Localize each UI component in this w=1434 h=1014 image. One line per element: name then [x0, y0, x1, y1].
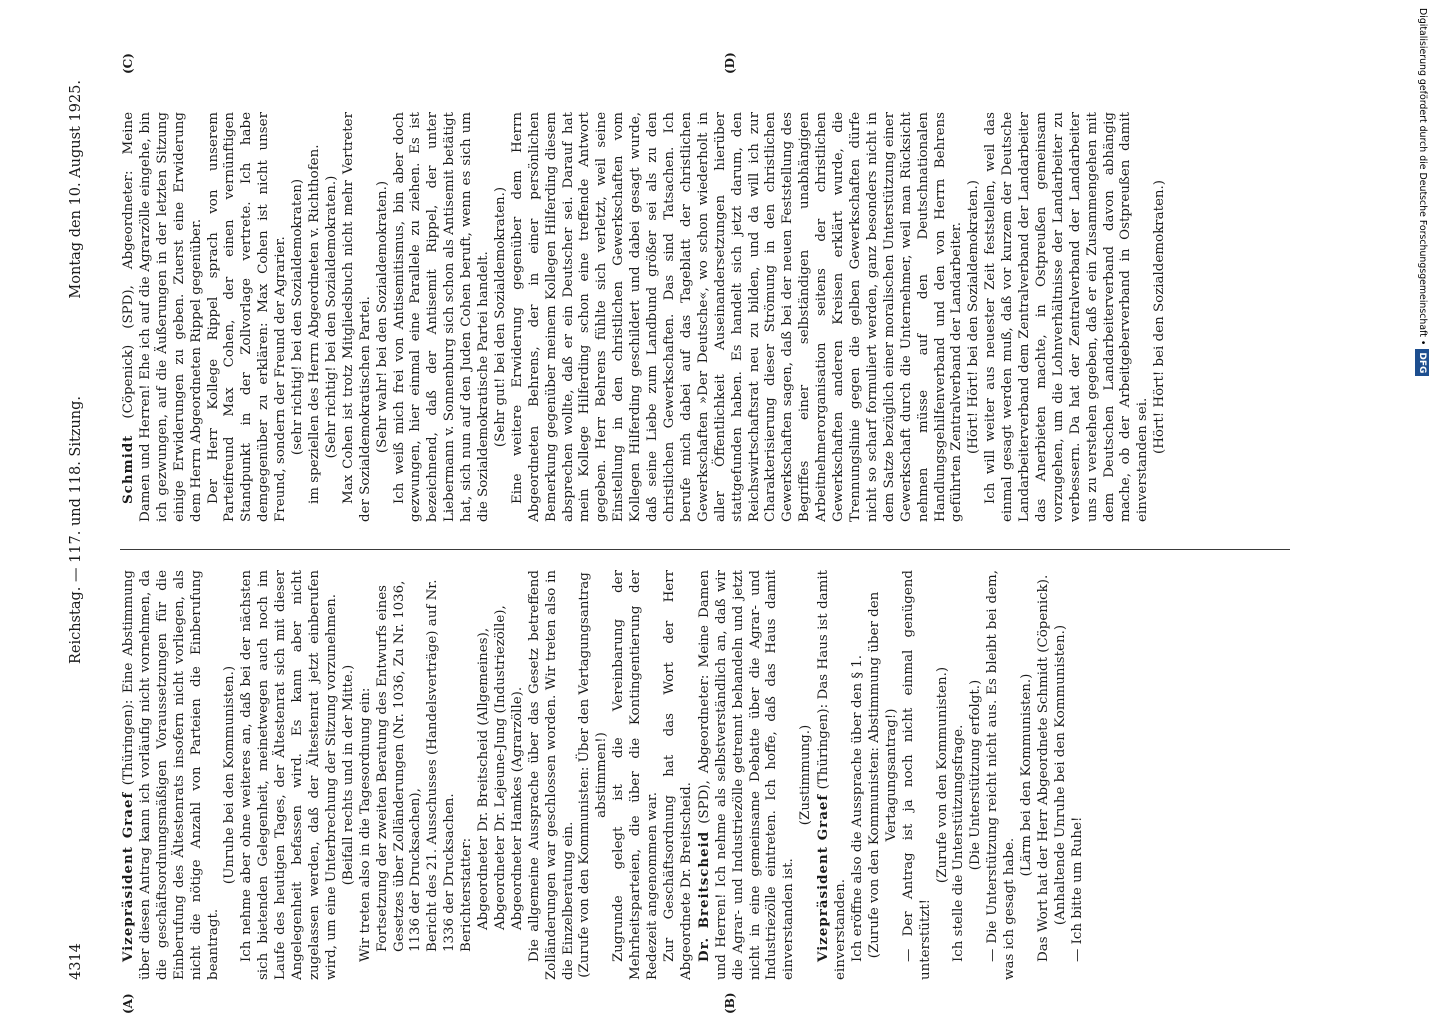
paragraph-text: Fortsetzung der zweiten Beratung des Entwurfs eines Gesetzes über Zolländerungen (Nr. 1036, Zu Nr. 1036, 1136 der Drucksachen),	[375, 581, 424, 952]
paragraph-text: Ich stelle die Unterstützungsfrage.	[951, 725, 966, 962]
page-number: 4314	[62, 943, 90, 980]
interjection	[375, 112, 392, 522]
paragraph-text: (Die Unterstützung erfolgt.)	[968, 680, 983, 871]
paragraph-text: Der Herr Kollege Rippel sprach von unserem Parteifreund Max Cohen, der einen vernünftigen Standpunkt in der Zollvorlage vertrete. Ich habe demgegenüber zu erklären: Max Cohen ist nicht unser Freund, sondern der Freund der Agrarier.	[206, 112, 289, 522]
paragraph-text: (Hört! Hört! bei den Sozialdemokraten.)	[966, 180, 981, 454]
paragraph	[611, 570, 662, 980]
interjection	[935, 570, 952, 980]
margin-mark-c: (C)	[120, 53, 137, 74]
interjection	[324, 112, 341, 522]
paragraph-text: Zugrunde gelegt ist die Vereinbarung der Mehrheitsparteien, die über die Kontingentierung der Redezeit angenommen war.	[611, 570, 660, 980]
paragraph	[307, 112, 324, 522]
agenda-item	[375, 570, 426, 952]
agenda-item	[425, 570, 459, 952]
paragraph-text: Zur Geschäftsordnung hat das Wort der Herr Abgeordnete Dr. Breitscheid.	[662, 570, 694, 980]
paragraph	[527, 570, 578, 980]
speaker-name: Dr. Breitscheid	[696, 831, 712, 962]
paragraph-text: (Thüringen): Eine Abstimmung über diesen Antrag kann ich vorläufig nicht vornehmen, da die geschäftsordnungsmäßigen Voraussetzungen für die Einberufung des Ältestenrats insofern nicht vorliegen, als nicht die nötige Anzahl von Parteien die Einberufung beantragt.	[121, 570, 221, 980]
paragraph	[392, 112, 493, 522]
interjection	[1152, 112, 1169, 522]
session-title: Reichstag. — 117. und 118. Sitzung.	[62, 80, 90, 980]
paragraph-text: Wir treten also in die Tagesordnung ein:	[358, 688, 373, 962]
speaker-name: Vizepräsident Graef	[815, 794, 831, 962]
right-column	[120, 112, 1315, 522]
paragraph	[696, 570, 798, 980]
speaker-name: Vizepräsident Graef	[120, 792, 136, 962]
paragraph-text: (Sehr wahr! bei den Sozialdemokraten.)	[375, 181, 390, 453]
paragraph-text: Abgeordneter Hamkes (Agrarzölle).	[510, 687, 525, 930]
paragraph-text: (Hört! Hört! bei den Sozialdemokraten.)	[1152, 180, 1167, 454]
interjection	[867, 570, 901, 980]
paragraph	[510, 112, 966, 522]
rapporteur-entry	[510, 570, 527, 930]
page-header	[62, 80, 90, 980]
paragraph	[901, 570, 935, 980]
paragraph-text: (Zustimmung.)	[798, 725, 813, 825]
paragraph-text: Das Wort hat der Herr Abgeordnete Schmidt (Cöpenick).	[1036, 575, 1051, 962]
paragraph	[120, 570, 222, 980]
interjection	[577, 570, 611, 980]
paragraph-text: Bericht des 21. Ausschusses (Handelsverträge) auf Nr. 1336 der Drucksachen.	[425, 580, 457, 953]
paragraph-text: Ich will weiter aus neuester Zeit feststellen, weil das einmal gesagt werden muß, daß vor kurzem der Deutsche Landarbeiterverband dem Zentralverband der Landarbeiter das Anerbieten machte, in Ostpreußen gemeinsam vorzugehen, um die Lohnverhältnisse der Landarbeiter zu verbessern. Da hat der Zentralverband der Landarbeiter uns zu verstehen gegeben, daß er ein Zusammengehen mit dem Deutschen Landarbeiterverband davon abhängig mache, ob der Arbeitgeberverband in Ostpreußen damit einverstanden sei.	[983, 112, 1150, 522]
interjection	[290, 112, 307, 522]
agenda-item	[459, 570, 476, 952]
rotated-page	[62, 80, 1322, 980]
paragraph-text: (SPD), Abgeordneter: Meine Damen und Herren! Ich nehme als selbstverständlich an, daß wir die Agrar- und Industriezölle getrennt behandeln und jetzt nicht in eine gemeinsame Debatte über die Agrar- und Industriezölle eintreten. Ich hoffe, daß das Haus damit einverstanden ist.	[697, 570, 797, 980]
paragraph-text: (Zurufe von den Kommunisten.)	[935, 667, 950, 883]
margin-mark-a: (A)	[120, 993, 137, 1014]
paragraph	[985, 570, 1019, 980]
paragraph	[662, 570, 696, 980]
paragraph	[239, 570, 340, 980]
dfg-logo: DFG	[1415, 349, 1429, 376]
interjection	[968, 570, 985, 980]
interjection	[1053, 570, 1070, 980]
interjection	[798, 570, 815, 980]
paragraph-text: Max Cohen ist trotz Mitgliedsbuch nicht mehr Vertreter der Sozialdemokratischen Partei.	[341, 112, 373, 522]
paragraph-text: — Ich bitte um Ruhe!	[1070, 817, 1085, 962]
paragraph-text: Die allgemeine Aussprache über das Gesetz betreffend Zolländerungen war geschlossen worden. Wir treten also in die Einzelberatung ein.	[527, 570, 576, 980]
paragraph-text: (Sehr gut! bei den Sozialdemokraten.)	[493, 187, 508, 447]
paragraph-text: Ich eröffne also die Aussprache über den § 1.	[850, 655, 865, 962]
paragraph-text: (Beifall rechts und in der Mitte.)	[341, 665, 356, 886]
paragraph-text: (Anhaltende Unruhe bei den Kommunisten.)	[1053, 625, 1068, 925]
paragraph-text: Ich weiß mich frei von Antisemitismus, bin aber doch gezwungen, hier einmal eine Parallele zu ziehen. Es ist bezeichnend, daß der Antisemit Rippel, der unter Liebermann v. Sonnenburg sich schon als Antisemit betätigt hat, sich nun auf den Juden Cohen beruft, wenn es sich um die Sozialdemokratische Partei handelt.	[392, 112, 492, 522]
paragraph-text: (Zurufe von den Kommunisten: Über den Vertagungsantrag abstimmen!)	[577, 572, 609, 978]
paragraph-text: (Cöpenick) (SPD), Abgeordneter: Meine Damen und Herren! Ehe ich auf die Agrarzölle eingehe, bin ich gezwungen, auf die Äußerungen in der letzten Sitzung einige Erwiderungen zu geben. Zuerst eine Erwiderung dem Herrn Abgeordneten Rippel gegenüber.	[121, 112, 204, 522]
interjection	[222, 570, 239, 980]
paragraph	[1036, 570, 1053, 980]
paragraph-text: (Sehr richtig! bei den Sozialdemokraten.)	[324, 176, 339, 459]
paragraph	[206, 112, 291, 522]
rapporteur-entry	[476, 570, 510, 930]
paragraph-text: (Lärm bei den Kommunisten.)	[1019, 674, 1034, 877]
paragraph	[850, 570, 867, 980]
paragraph	[1070, 570, 1087, 980]
paragraph-text: Ich nehme aber ohne weiteres an, daß bei der nächsten sich bietenden Gelegenheit, meinetwegen auch noch im Laufe des heutigen Tages, der Ältestenrat sich mit dieser Angelegenheit befassen wird. Es kann aber nicht zugelassen werden, daß der Ältestenrat jetzt einberufen wird, um eine Unterbrechung der Sitzung vorzunehmen.	[239, 570, 339, 980]
paragraph	[120, 112, 206, 522]
paragraph	[951, 570, 968, 980]
paragraph-text: Abgeordneter Dr. Breitscheid (Allgemeines), Abgeordneter Dr. Lejeune-Jung (Industriezölle),	[476, 605, 508, 930]
dfg-credit-text: Digitalisierung gefördert durch die Deutsche Forschungsgemeinschaft •	[1417, 8, 1428, 345]
left-column	[120, 570, 1315, 980]
paragraph-text: (sehr richtig! bei den Sozialdemokraten)	[290, 179, 305, 455]
paragraph-text: Berichterstatter:	[459, 838, 474, 952]
paragraph-text: (Thüringen): Das Haus ist damit einverstanden.	[816, 570, 848, 980]
paragraph-text: — Der Antrag ist ja noch nicht einmal genügend unterstützt!	[901, 570, 933, 980]
interjection	[966, 112, 983, 522]
paragraph	[983, 112, 1152, 522]
paragraph-text: (Unruhe bei den Kommunisten.)	[222, 666, 237, 884]
margin-mark-b: (B)	[722, 993, 739, 1014]
paragraph	[358, 570, 375, 980]
speaker-name: Schmidt	[120, 435, 136, 504]
paragraph	[815, 570, 850, 980]
paragraph	[341, 112, 375, 522]
paragraph-text: (Zurufe von den Kommunisten: Abstimmung über den Vertagungsantrag!)	[867, 592, 899, 959]
interjection	[493, 112, 510, 522]
paragraph-text: im speziellen des Herrn Abgeordneten v. Richthofen.	[307, 145, 322, 504]
column-divider	[120, 549, 1290, 550]
paragraph-text: — Die Unterstützung reicht nicht aus. Es bleibt bei dem, was ich gesagt habe.	[985, 570, 1017, 980]
paragraph-text: Eine weitere Erwiderung gegenüber dem Herrn Abgeordneten Behrens, der in einer persönlichen Bemerkung gegenüber meinem Kollegen Hilferding diesem absprechen wollte, daß er ein Deutscher sei. Darauf hat mein Kollege Hilferding schon eine treffende Antwort gegeben. Herr Behrens fühlte sich verletzt, weil seine Einstellung in den christlichen Gewerkschaften vom Kollegen Hilferding geschildert und dabei gesagt wurde, daß seine Liebe zum Landbund größer sei als zu den christlichen Gewerkschaften. Das sind Tatsachen. Ich berufe mich dabei auf das Tageblatt der christlichen Gewerkschaften »Der Deutsche«, wo schon wiederholt in aller Öffentlichkeit Auseinandersetzungen hierüber stattgefunden haben. Es handelt sich jetzt darum, den Reichswirtschaftsrat neu zu bilden, und da will ich zur Charakterisierung dieser Strömung in den christlichen Gewerkschaften sagen, daß bei der neuen Feststellung des Begriffes einer selbständigen unabhängigen Arbeitnehmerorganisation seitens der christlichen Gewerkschaften anderen Kreisen erklärt wurde, die Trennungslinie gegen die gelben Gewerkschaften dürfe nicht so scharf formuliert werden, ganz besonders nicht in dem Satze bezüglich einer moralischen Unterstützung einer Gewerkschaft durch die Unternehmer, weil man Rücksicht nehmen müsse auf den Deutschnationalen Handlungsgehilfenverband und den von Herrn Behrens geführten Zentralverband der Landarbeiter.	[510, 112, 965, 522]
dfg-sidebar	[1413, 8, 1431, 992]
margin-mark-d: (D)	[722, 52, 739, 74]
interjection	[1019, 570, 1036, 980]
interjection	[341, 570, 358, 980]
session-date: Montag den 10. August 1925.	[62, 80, 90, 299]
